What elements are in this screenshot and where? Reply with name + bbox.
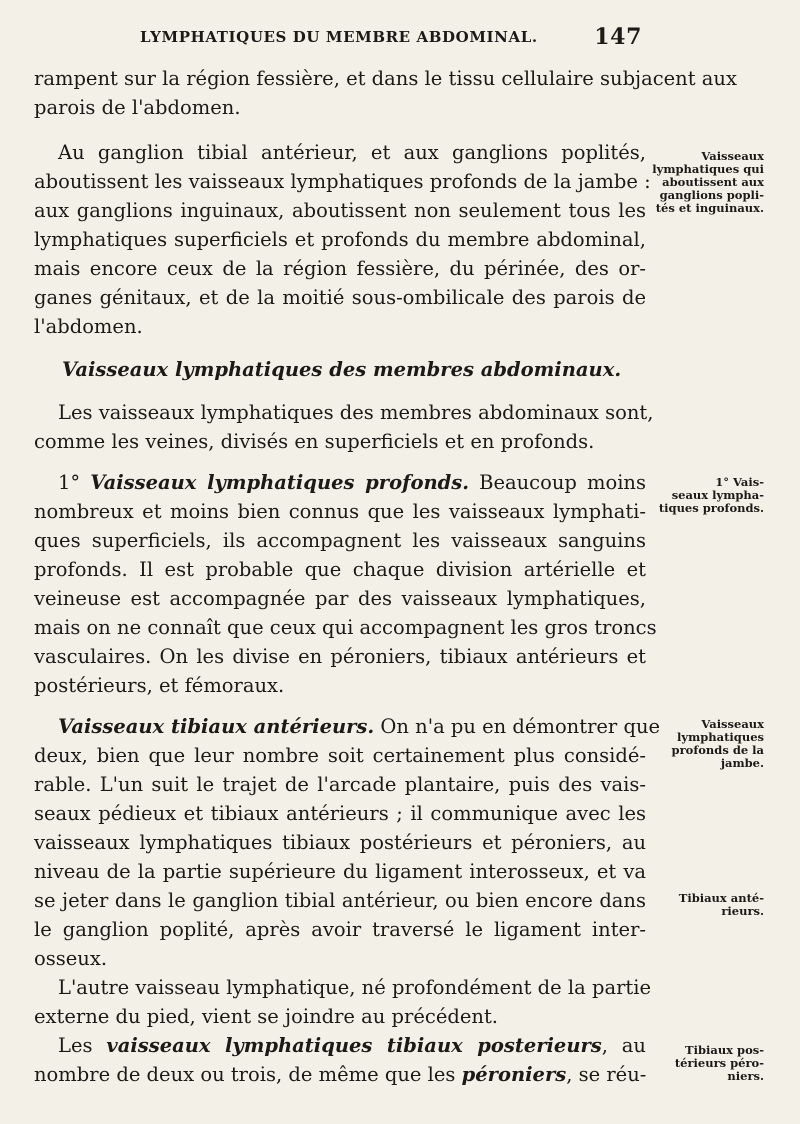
- margin-note-line: profonds de la: [671, 743, 764, 757]
- text-line: [34, 1060, 646, 1089]
- text-run: , au: [601, 1034, 646, 1057]
- text-run: , se réu-: [566, 1063, 647, 1086]
- text-line: vaisseaux lymphatiques tibiaux postérieurs et péroniers, au: [34, 831, 646, 854]
- text-line: profonds. Il est probable que chaque division artérielle et: [34, 558, 646, 581]
- text-line: veineuse est accompagnée par des vaisseaux lymphatiques,: [34, 587, 646, 610]
- text-run: Beaucoup moins: [469, 471, 646, 494]
- margin-note: [652, 718, 764, 770]
- text-line: mais encore ceux de la région fessière, du périnée, des or-: [34, 257, 646, 280]
- margin-note-line: Vaisseaux: [701, 717, 764, 731]
- subsection-title: vaisseaux lymphatiques tibiaux posterieurs: [106, 1034, 602, 1057]
- text-line: [34, 1031, 646, 1060]
- margin-note: [652, 892, 764, 918]
- margin-note-line: rieurs.: [721, 904, 764, 918]
- margin-note-line: Tibiaux anté-: [678, 891, 764, 905]
- subsection-title: Vaisseaux lymphatiques profonds.: [90, 471, 470, 494]
- margin-note-line: jambe.: [720, 756, 764, 770]
- margin-note: [652, 476, 764, 515]
- text-line: externe du pied, vient se joindre au précédent.: [34, 1005, 498, 1028]
- margin-note-line: seaux lympha-: [671, 488, 764, 502]
- running-header: [140, 24, 642, 50]
- text-line: L'autre vaisseau lymphatique, né profondément de la partie: [58, 976, 651, 999]
- margin-note: [652, 1044, 764, 1083]
- text-run: On n'a pu en démontrer que: [374, 715, 661, 738]
- text-line: [34, 712, 661, 741]
- text-line: se jeter dans le ganglion tibial antérieur, ou bien encore dans: [34, 889, 646, 912]
- text-line: lymphatiques superficiels et profonds du membre abdominal,: [34, 228, 646, 251]
- margin-note-line: 1° Vais-: [715, 475, 764, 489]
- margin-note-line: ganglions popli-: [659, 188, 764, 202]
- margin-note-line: aboutissent aux: [662, 175, 764, 189]
- margin-note-line: tiques profonds.: [658, 501, 764, 515]
- text-line: ques superficiels, ils accompagnent les vaisseaux sanguins: [34, 529, 646, 552]
- text-line: deux, bien que leur nombre soit certainement plus considé-: [34, 744, 646, 767]
- margin-note-line: lymphatiques: [677, 730, 764, 744]
- margin-note-line: niers.: [727, 1069, 764, 1083]
- margin-note-line: Vaisseaux: [701, 149, 764, 163]
- text-line: ganes génitaux, et de la moitié sous-ombilicale des parois de: [34, 286, 646, 309]
- text-line: aux ganglions inguinaux, aboutissent non seulement tous les: [34, 199, 646, 222]
- text-line: comme les veines, divisés en superficiels et en profonds.: [34, 430, 595, 453]
- subsection-title: Vaisseaux tibiaux antérieurs.: [58, 715, 375, 738]
- text-line: rampent sur la région fessière, et dans le tissu cellulaire subjacent aux: [34, 67, 737, 90]
- text-line: Les vaisseaux lymphatiques des membres abdominaux sont,: [58, 401, 654, 424]
- text-line: [34, 468, 646, 497]
- margin-note-line: lymphatiques qui: [652, 162, 764, 176]
- margin-note: [652, 150, 764, 215]
- text-line: le ganglion poplité, après avoir traversé le ligament inter-: [34, 918, 646, 941]
- text-run: 1°: [58, 471, 91, 494]
- text-line: parois de l'abdomen.: [34, 96, 241, 119]
- margin-note-line: Tibiaux pos-: [685, 1043, 764, 1057]
- text-line: vasculaires. On les divise en péroniers, tibiaux antérieurs et: [34, 645, 646, 668]
- margin-note-line: térieurs péro-: [674, 1056, 764, 1070]
- running-title: LYMPHATIQUES DU MEMBRE ABDOMINAL.: [140, 28, 538, 46]
- text-run: Les: [58, 1034, 107, 1057]
- text-line: mais on ne connaît que ceux qui accompagnent les gros troncs: [34, 616, 657, 639]
- text-line: l'abdomen.: [34, 315, 143, 338]
- page-number: 147: [594, 24, 642, 50]
- text-line: Au ganglion tibial antérieur, et aux ganglions poplités,: [58, 141, 646, 164]
- section-heading: Vaisseaux lymphatiques des membres abdominaux.: [62, 358, 622, 381]
- text-line: postérieurs, et fémoraux.: [34, 674, 285, 697]
- emphasis-term: péroniers: [461, 1063, 567, 1086]
- text-line: osseux.: [34, 947, 108, 970]
- text-line: rable. L'un suit le trajet de l'arcade plantaire, puis des vais-: [34, 773, 646, 796]
- text-line: nombreux et moins bien connus que les vaisseaux lymphati-: [34, 500, 646, 523]
- text-line: niveau de la partie supérieure du ligament interosseux, et va: [34, 860, 646, 883]
- text-line: seaux pédieux et tibiaux antérieurs ; il communique avec les: [34, 802, 646, 825]
- text-run: nombre de deux ou trois, de même que les: [34, 1063, 462, 1086]
- margin-note-line: tés et inguinaux.: [655, 201, 764, 215]
- text-line: aboutissent les vaisseaux lymphatiques profonds de la jambe :: [34, 170, 651, 193]
